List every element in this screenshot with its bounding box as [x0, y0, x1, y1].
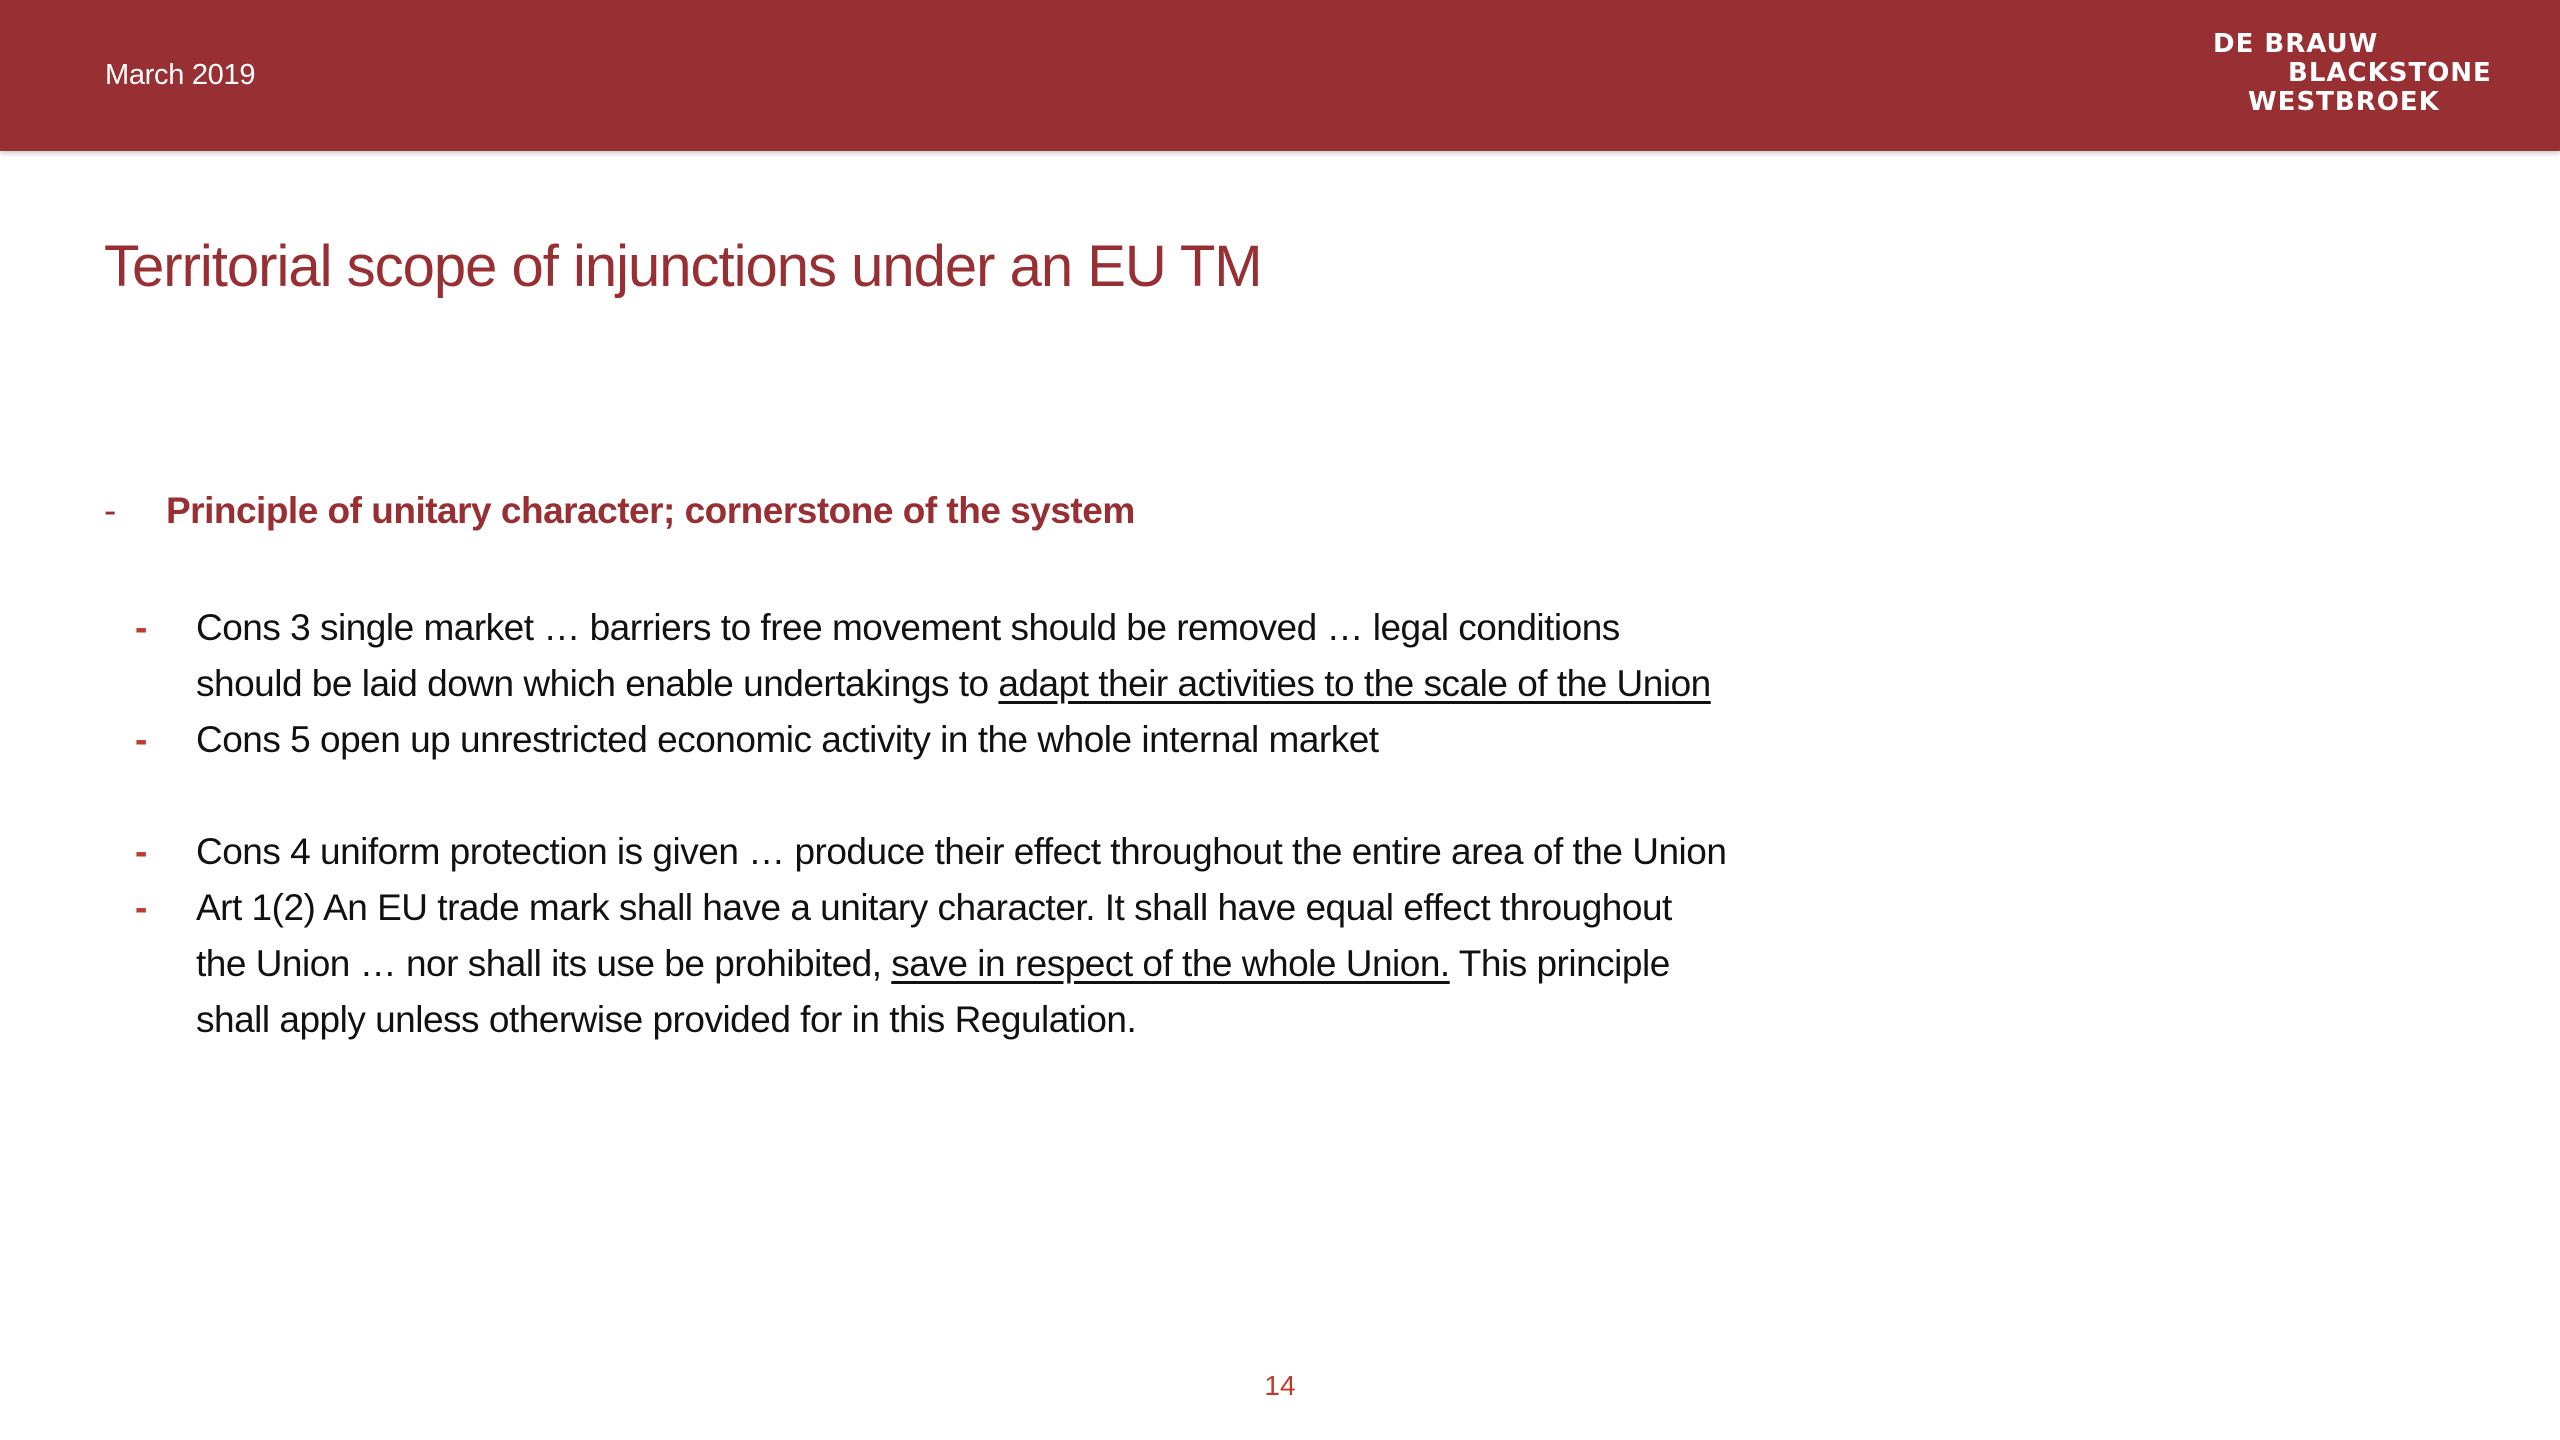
page-number: 14: [1264, 1370, 1296, 1401]
slide-title: Territorial scope of injunctions under an EU TM: [104, 234, 1262, 299]
bullet-text: This principle: [1449, 943, 1670, 984]
section-heading-text: Principle of unitary character; cornerstone of the system: [166, 490, 1135, 531]
bullet-line: shall apply unless otherwise provided for in this Regulation.: [196, 999, 1137, 1040]
underlined-text: save in respect of the whole Union.: [891, 943, 1450, 984]
bullet-line: Cons 5 open up unrestricted economic activity in the whole internal market: [196, 719, 1379, 760]
bullet-line: Art 1(2) An EU trade mark shall have a unitary character. It shall have equal effect throughout: [196, 887, 1672, 928]
bullet-text: the Union … nor shall its use be prohibited,: [196, 943, 892, 984]
underlined-text: adapt their activities to the scale of the Union: [998, 663, 1711, 704]
bullet-dash: -: [135, 831, 147, 872]
bullet-dash: -: [135, 607, 147, 648]
bullet-dash: -: [135, 719, 147, 760]
bullet-text: should be laid down which enable undertakings to: [196, 663, 999, 704]
bullet-item: [135, 600, 1735, 712]
header-date: March 2019: [105, 59, 256, 91]
firm-logo: [2200, 29, 2492, 120]
logo-line-3: WESTBROEK: [2248, 87, 2440, 117]
bullet-line: [196, 656, 1735, 712]
logo-line-2: BLACKSTONE: [2288, 58, 2492, 88]
bullet-line: Cons 4 uniform protection is given … produce their effect throughout the entire area of the Union: [196, 831, 1727, 872]
bullet-dash: -: [135, 887, 147, 928]
section-dash: -: [104, 490, 116, 531]
bullet-item: [135, 880, 1735, 1048]
bullet-list: [135, 600, 1735, 1048]
header-bar: [0, 0, 2560, 151]
logo-line-1: DE BRAUW: [2213, 29, 2379, 59]
spacer: [135, 768, 1735, 824]
bullet-item: [135, 712, 1735, 768]
bullet-line: Cons 3 single market … barriers to free movement should be removed … legal conditions: [196, 607, 1620, 648]
bullet-line: [196, 936, 1735, 992]
bullet-item: [135, 824, 1735, 880]
